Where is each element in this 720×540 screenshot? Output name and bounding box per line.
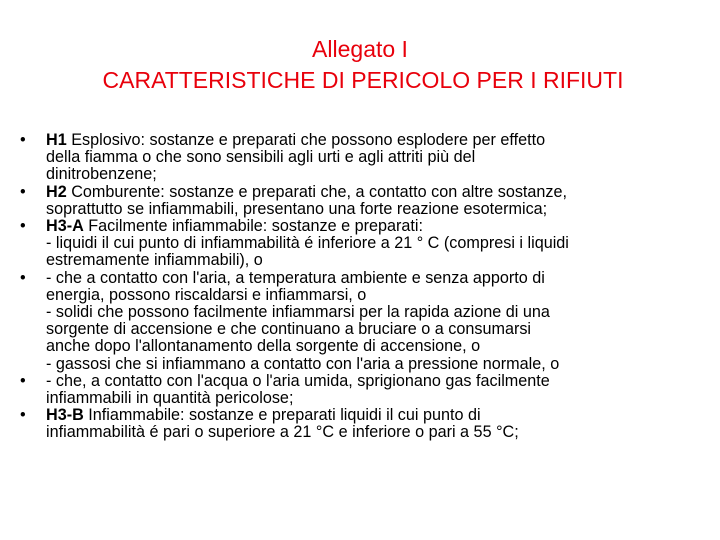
item-line: della fiamma o che sono sensibili agli urti e agli attriti più del xyxy=(46,148,476,167)
list-item-h3a-contact-air xyxy=(20,270,700,373)
item-line: dinitrobenzene; xyxy=(46,165,157,184)
hazard-code: H3-A xyxy=(46,217,84,236)
item-line: - solidi che possono facilmente infiammarsi per la rapida azione di una xyxy=(46,303,550,322)
list-item-h3a xyxy=(20,218,700,270)
item-line xyxy=(46,218,700,235)
item-line: infiammabili in quantità pericolose; xyxy=(46,389,294,408)
list-item-h2 xyxy=(20,184,700,218)
item-text: Infiammabile: sostanze e preparati liquidi il cui punto di xyxy=(83,406,481,425)
item-line: energia, possono riscaldarsi e infiammarsi, o xyxy=(46,285,367,304)
item-line: soprattutto se infiammabili, presentano una forte reazione esotermica; xyxy=(46,199,548,218)
list-item-h3b xyxy=(20,407,700,441)
list-item-h1 xyxy=(20,132,700,184)
item-line: sorgente di accensione e che continuano a bruciare o a consumarsi xyxy=(46,320,532,339)
item-line: • - che, a contatto con l'acqua o l'aria umida, sprigionano gas facilmente xyxy=(46,371,550,390)
title-line-1: Allegato I xyxy=(312,36,408,62)
item-text: Comburente: sostanze e preparati che, a contatto con altre sostanze, xyxy=(66,182,568,201)
item-line: - gassosi che si infiammano a contatto con l'aria a pressione normale, o xyxy=(46,354,560,373)
title-line-2: CARATTERISTICHE DI PERICOLO PER I RIFIUTI xyxy=(102,67,624,93)
item-line xyxy=(46,184,700,201)
hazard-code: H2 xyxy=(46,182,67,201)
item-line: anche dopo l'allontanamento della sorgente di accensione, o xyxy=(46,337,481,356)
item-text: Facilmente infiammabile: sostanze e preparati: xyxy=(83,217,423,236)
item-line: • - che a contatto con l'aria, a temperatura ambiente e senza apporto di xyxy=(46,268,545,287)
item-text: Esplosivo: sostanze e preparati che possono esplodere per effetto xyxy=(66,131,546,149)
item-line: infiammabilità é pari o superiore a 21 °C e inferiore o pari a 55 °C; xyxy=(46,423,519,442)
hazard-code: H3-B xyxy=(46,406,84,425)
item-line: estremamente infiammabili), o xyxy=(46,251,263,270)
hazard-list xyxy=(20,132,700,442)
list-item-h3a-contact-water xyxy=(20,373,700,407)
slide-title xyxy=(0,34,720,96)
hazard-code: H1 xyxy=(46,131,67,149)
item-line: - liquidi il cui punto di infiammabilità é inferiore a 21 ° C (compresi i liquidi xyxy=(46,234,569,253)
item-line xyxy=(46,407,700,424)
item-line xyxy=(46,132,700,149)
